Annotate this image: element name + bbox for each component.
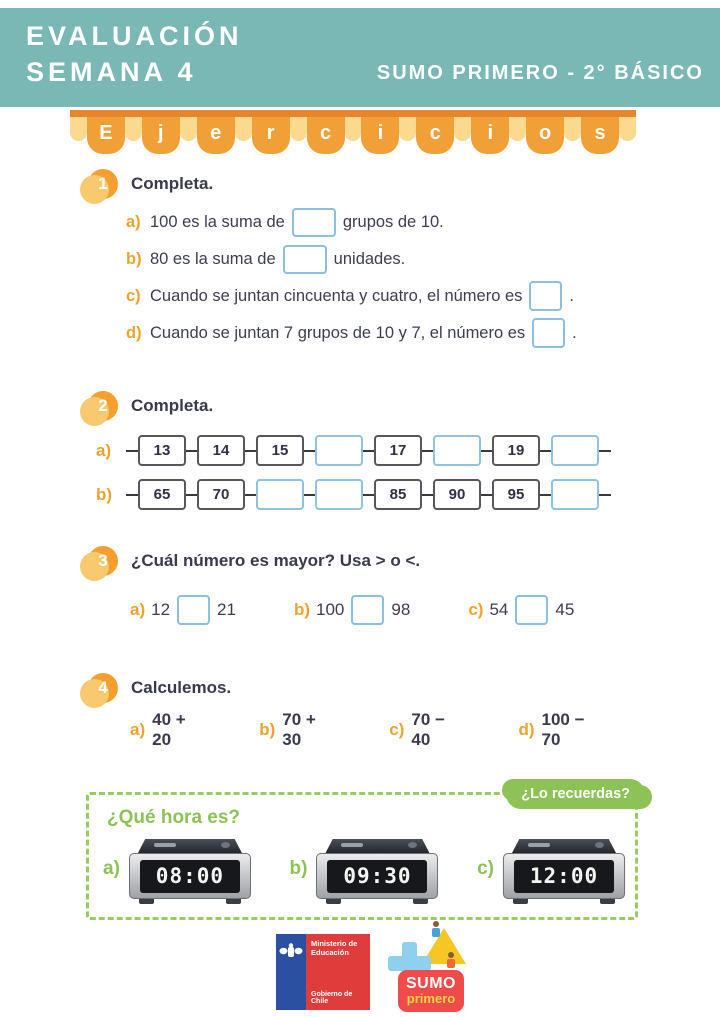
exercise-number-badge: 1	[88, 169, 118, 199]
sequence-cell: 19	[492, 435, 540, 466]
sequence-connector	[245, 494, 256, 496]
banner-tongue	[290, 117, 307, 141]
digital-clock	[503, 839, 625, 899]
banner-tongue	[345, 117, 362, 141]
digital-clock	[129, 839, 251, 899]
comparison-row	[130, 595, 658, 625]
item-label: a)	[130, 720, 146, 739]
exercise-1-item-c	[126, 281, 658, 311]
sequence-cell: 95	[492, 479, 540, 510]
right-number: 21	[217, 600, 236, 619]
operations-row	[130, 710, 658, 750]
item-text: Cuando se juntan cincuenta y cuatro, el número es	[150, 286, 523, 305]
comparison-answer-box[interactable]	[351, 595, 384, 625]
item-label: b)	[293, 600, 311, 619]
row-label: b)	[96, 484, 113, 504]
sequence-cell: 15	[256, 435, 304, 466]
banner-tongue	[564, 117, 581, 141]
banner-letter: c	[307, 117, 345, 154]
sequence-cell: 14	[197, 435, 245, 466]
answer-box[interactable]	[532, 318, 565, 348]
banner-letter: e	[197, 117, 235, 154]
ministry-line1: Ministerio de	[311, 939, 358, 948]
clock-body	[503, 853, 625, 899]
banner-tongue	[235, 117, 252, 141]
page-title	[26, 19, 243, 91]
exercise-title: Completa.	[131, 396, 214, 415]
sequence-answer-cell[interactable]	[256, 479, 304, 510]
sequence-connector	[540, 494, 551, 496]
clock-label: b)	[289, 858, 308, 879]
answer-box[interactable]	[529, 281, 562, 311]
operation-d	[518, 710, 608, 750]
item-label: a)	[126, 212, 141, 231]
exercise-title: Calculemos.	[131, 678, 232, 697]
sequence-cell: 17	[374, 435, 422, 466]
left-number: 54	[489, 600, 509, 619]
sequence-cell: 85	[374, 479, 422, 510]
sequence-connector	[363, 450, 374, 452]
sequence-connector	[186, 494, 197, 496]
plus-icon	[388, 956, 431, 971]
ministry-logo-blue-column	[276, 934, 306, 1010]
right-number: 45	[555, 600, 575, 619]
clock-lid	[325, 839, 429, 853]
sequence-cell: 70	[197, 479, 245, 510]
sequence-cell: 90	[433, 479, 481, 510]
exercise-number-badge: 4	[88, 673, 118, 703]
item-label: c)	[468, 600, 484, 619]
page-title-line2: SEMANA 4	[26, 56, 197, 87]
clock-unit-b	[290, 839, 439, 899]
banner-letter: c	[416, 117, 454, 154]
exercise-4-header	[88, 672, 658, 704]
clock-unit-c	[477, 839, 625, 899]
clock-body	[129, 853, 251, 899]
item-text: Cuando se juntan 7 grupos de 10 y 7, el número es	[150, 323, 526, 342]
banner-letter: i	[361, 117, 399, 154]
operation-expression: 70 − 40	[411, 710, 445, 749]
sequence-cell: 65	[138, 479, 186, 510]
operation-b	[259, 710, 339, 750]
exercise-title: Completa.	[131, 174, 214, 193]
sequence-dash	[126, 494, 138, 496]
recall-question: ¿Qué hora es?	[107, 807, 241, 828]
sequence-cell: 13	[138, 435, 186, 466]
banner-letter: j	[142, 117, 180, 154]
sumo-primero-logo	[392, 926, 470, 1012]
banner-tongues	[70, 117, 636, 154]
ministry-logo-text	[311, 939, 357, 958]
header-band	[0, 8, 720, 107]
banner-bar	[70, 110, 636, 117]
item-text: 100 es la suma de	[150, 212, 285, 231]
kid-figure-icon	[447, 952, 455, 968]
banner-letter: o	[526, 117, 564, 154]
comparison-answer-box[interactable]	[515, 595, 548, 625]
item-label: b)	[259, 720, 276, 739]
item-label: d)	[126, 323, 142, 342]
ministry-gobierno-text: Gobierno de Chile	[311, 991, 353, 1005]
sequence-answer-cell[interactable]	[551, 479, 599, 510]
kid-figure-icon	[432, 921, 440, 937]
sequence-dash	[126, 450, 138, 452]
sequence-dash	[599, 450, 611, 452]
banner-tongue	[125, 117, 142, 141]
ministry-line2: Educación	[311, 948, 349, 958]
page-title-line1: EVALUACIÓN	[26, 21, 243, 51]
digital-clock	[316, 839, 438, 899]
sequence-connector	[186, 450, 197, 452]
comparison-c	[468, 595, 574, 625]
banner-letter: E	[87, 117, 125, 154]
sequence-connector	[540, 450, 551, 452]
sequence-answer-cell[interactable]	[315, 479, 363, 510]
item-label: c)	[126, 286, 141, 305]
sequence-connector	[422, 494, 433, 496]
sequence-connector	[304, 494, 315, 496]
item-text: unidades.	[333, 249, 406, 268]
answer-box[interactable]	[283, 245, 327, 274]
sequence-connector	[481, 494, 492, 496]
comparison-answer-box[interactable]	[177, 595, 210, 625]
clock-row	[103, 839, 625, 899]
sequence-row-a	[96, 435, 658, 466]
clock-time-display: 12:00	[514, 860, 614, 893]
exercise-1-item-b	[126, 244, 658, 274]
clock-unit-a	[103, 839, 251, 899]
banner-tongue	[180, 117, 197, 141]
banner-tongue	[454, 117, 471, 141]
answer-box[interactable]	[292, 208, 336, 237]
banner-tongue	[619, 117, 636, 141]
exercise-1-item-d	[126, 318, 658, 348]
exercise-1	[88, 168, 658, 348]
comparison-a	[130, 595, 236, 625]
exercise-3	[88, 545, 658, 625]
recall-box	[86, 786, 638, 920]
left-number: 12	[151, 600, 171, 619]
item-text: grupos de 10.	[342, 212, 444, 231]
header-subtitle: SUMO PRIMERO - 2° BÁSICO	[376, 62, 704, 84]
sequence-answer-cell[interactable]	[433, 435, 481, 466]
exercise-2	[88, 390, 658, 510]
banner-letter: s	[581, 117, 619, 154]
left-number: 100	[316, 600, 345, 619]
operation-expression: 100 − 70	[541, 710, 585, 749]
item-label: d)	[518, 720, 535, 739]
sequence-answer-cell[interactable]	[551, 435, 599, 466]
sequence-connector	[422, 450, 433, 452]
operation-expression: 70 + 30	[282, 710, 316, 749]
banner-letter: i	[471, 117, 509, 154]
exercise-4	[88, 672, 658, 750]
item-text: 80 es la suma de	[150, 249, 276, 268]
exercise-number-badge: 3	[88, 546, 118, 576]
item-text: .	[572, 323, 577, 342]
banner-tongue	[70, 117, 87, 141]
recall-badge: ¿Lo recuerdas?	[506, 779, 645, 809]
banner-tongue	[399, 117, 416, 141]
row-label: a)	[96, 440, 112, 460]
clock-body	[316, 853, 438, 899]
sequence-connector	[363, 494, 374, 496]
ministry-logo-red-area	[306, 934, 370, 1010]
sumo-logo-badge	[398, 970, 464, 1012]
item-text: .	[569, 286, 574, 305]
sequence-connector	[245, 450, 256, 452]
comparison-b	[294, 595, 410, 625]
clock-label: a)	[103, 858, 120, 879]
sequence-dash	[599, 494, 611, 496]
banner-tongue	[509, 117, 526, 141]
sequence-connector	[481, 450, 492, 452]
ministry-logo	[276, 934, 370, 1010]
exercise-number-badge: 2	[88, 391, 118, 421]
clock-lid	[138, 839, 242, 853]
sequence-answer-cell[interactable]	[315, 435, 363, 466]
sumo-logo-text: SUMO	[406, 974, 456, 992]
exercise-title: ¿Cuál número es mayor? Usa > o <.	[131, 551, 421, 570]
right-number: 98	[391, 600, 411, 619]
sequence-connector	[304, 450, 315, 452]
exercise-2-header	[88, 390, 658, 422]
exercise-3-header	[88, 545, 658, 577]
clock-label: c)	[477, 858, 494, 879]
clock-time-display: 08:00	[140, 860, 240, 893]
item-label: b)	[126, 249, 142, 268]
clock-lid	[512, 839, 616, 853]
banner-letter: r	[252, 117, 290, 154]
ejercicios-banner	[70, 110, 636, 154]
primero-logo-text: primero	[406, 990, 456, 1006]
operation-c	[389, 710, 468, 750]
clock-time-display: 09:30	[327, 860, 427, 893]
sequence-row-b	[96, 479, 658, 510]
exercise-1-header	[88, 168, 658, 200]
item-label: c)	[389, 720, 405, 739]
operation-a	[130, 710, 209, 750]
coat-of-arms-icon	[279, 942, 303, 960]
exercise-1-item-a	[126, 207, 658, 237]
operation-expression: 40 + 20	[152, 710, 186, 749]
item-label: a)	[130, 600, 146, 619]
